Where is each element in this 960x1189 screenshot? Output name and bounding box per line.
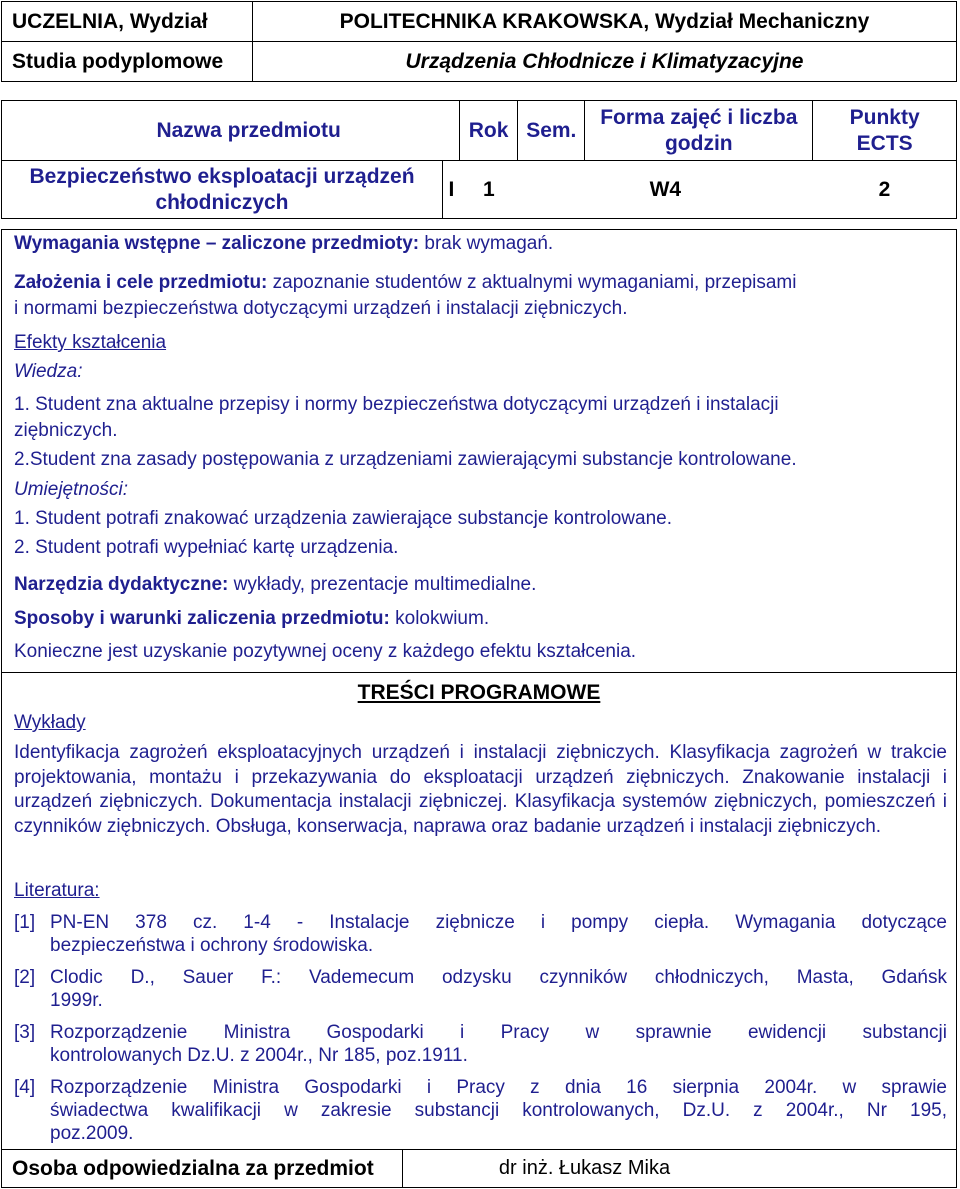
wiedza-item-1-cont: ziębniczych. bbox=[14, 420, 118, 441]
lit-line-3: poz.2009. bbox=[50, 1123, 134, 1144]
lit-num: [4] bbox=[14, 1077, 36, 1098]
zalozenia-text-2: i normami bezpieczeństwa dotyczącymi urządzeń i instalacji ziębniczych. bbox=[14, 298, 628, 319]
col-forma-header: Forma zajęć i liczba godzin bbox=[585, 101, 813, 161]
sposoby-label: Sposoby i warunki zaliczenia przedmiotu: bbox=[14, 608, 390, 629]
lit-line-1: PN-EN 378 cz. 1-4 - Instalacje ziębnicze i pompy ciepła. Wymagania dotyczące bbox=[50, 912, 947, 933]
col-name-header: Nazwa przedmiotu bbox=[2, 101, 460, 161]
lit-line-1: Rozporządzenie Ministra Gospodarki i Pracy z dnia 16 sierpnia 2004r. w sprawie bbox=[50, 1077, 947, 1098]
lit-num: [1] bbox=[14, 912, 36, 933]
zalozenia-text: zapoznanie studentów z aktualnymi wymaganiami, przepisami bbox=[267, 272, 797, 293]
wyklady-heading: Wykłady bbox=[14, 712, 86, 733]
course-rok: I bbox=[443, 161, 460, 219]
wymagania-line bbox=[14, 232, 553, 256]
wymagania-label: Wymagania wstępne – zaliczone przedmioty: bbox=[14, 233, 420, 254]
course-description bbox=[1, 229, 957, 673]
lit-line-2: świadectwa kwalifikacji w zakresie substancji kontrolowanych, Dz.U. z 2004r., Nr 195, bbox=[50, 1100, 947, 1121]
konieczne-text: Konieczne jest uzyskanie pozytywnej oceny z każdego efektu kształcenia. bbox=[14, 641, 637, 662]
wiedza-item-1: 1. Student zna aktualne przepisy i normy bezpieczeństwa dotyczącymi urządzeń i instalacji bbox=[14, 394, 779, 415]
narzedzia-line bbox=[14, 573, 536, 597]
wiedza-heading: Wiedza: bbox=[14, 361, 83, 382]
literatura-heading: Literatura: bbox=[14, 880, 100, 901]
institution-table bbox=[1, 1, 957, 82]
program-content bbox=[1, 673, 957, 1150]
narzedzia-label: Narzędzia dydaktyczne: bbox=[14, 574, 229, 595]
sposoby-line bbox=[14, 607, 489, 631]
col-ects-header: Punkty ECTS bbox=[813, 101, 957, 161]
responsible-person-table bbox=[1, 1149, 957, 1188]
zalozenia-line bbox=[14, 271, 796, 295]
literature-item bbox=[14, 1076, 947, 1145]
sposoby-text: kolokwium. bbox=[389, 608, 490, 629]
narzedzia-text: wykłady, prezentacje multimedialne. bbox=[228, 574, 537, 595]
literature-list bbox=[14, 911, 947, 1145]
wiedza-item-2: 2.Student zna zasady postępowania z urządzeniami zawierającymi substancje kontrolowane. bbox=[14, 449, 797, 470]
studia-label: Studia podyplomowe bbox=[2, 42, 253, 82]
umiejetnosci-item-2: 2. Student potrafi wypełniać kartę urządzenia. bbox=[14, 537, 399, 558]
lit-line-1: Rozporządzenie Ministra Gospodarki i Pracy w sprawnie ewidencji substancji bbox=[50, 1022, 947, 1043]
lit-line-2: kontrolowanych Dz.U. z 2004r., Nr 185, poz.1911. bbox=[50, 1045, 468, 1066]
lit-num: [2] bbox=[14, 967, 36, 988]
uczelnia-value: POLITECHNIKA KRAKOWSKA, Wydział Mechaniczny bbox=[253, 2, 957, 42]
studia-value: Urządzenia Chłodnicze i Klimatyzacyjne bbox=[253, 42, 957, 82]
course-forma: W4 bbox=[518, 161, 813, 219]
course-ects: 2 bbox=[813, 161, 957, 219]
col-sem-header: Sem. bbox=[518, 101, 585, 161]
osoba-value: dr inż. Łukasz Mika bbox=[403, 1150, 957, 1188]
literature-item bbox=[14, 911, 947, 957]
course-table bbox=[1, 100, 957, 219]
wymagania-text: brak wymagań. bbox=[419, 233, 554, 254]
course-name: Bezpieczeństwo eksploatacji urządzeń chłodniczych bbox=[2, 161, 443, 219]
umiejetnosci-item-1: 1. Student potrafi znakować urządzenia zawierające substancje kontrolowane. bbox=[14, 508, 672, 529]
umiejetnosci-heading: Umiejętności: bbox=[14, 479, 129, 500]
zalozenia-label: Założenia i cele przedmiotu: bbox=[14, 272, 268, 293]
osoba-label: Osoba odpowiedzialna za przedmiot bbox=[2, 1150, 403, 1188]
lit-num: [3] bbox=[14, 1022, 36, 1043]
program-title: TREŚCI PROGRAMOWE bbox=[357, 681, 601, 704]
lit-line-2: 1999r. bbox=[50, 990, 103, 1011]
uczelnia-label: UCZELNIA, Wydział bbox=[2, 2, 253, 42]
literature-item bbox=[14, 1021, 947, 1067]
lit-line-2: bezpieczeństwa i ochrony środowiska. bbox=[50, 935, 374, 956]
lit-line-1: Clodic D., Sauer F.: Vademecum odzysku czynników chłodniczych, Masta, Gdańsk bbox=[50, 967, 947, 988]
literature-item bbox=[14, 966, 947, 1012]
wyklady-text: Identyfikacja zagrożeń eksploatacyjnych urządzeń i instalacji ziębniczych. Klasyfikacja zagrożeń w trakcie projektowania, montażu i przekazywania do eksploatacji urządzeń ziębniczych. Znakowanie instalacji i urządzeń ziębniczych. Dokumentacja instalacji ziębniczej. Klasyfikacja systemów ziębniczych, pomieszczeń i czynników ziębniczych. Obsługa, konserwacja, naprawa oraz badanie urządzeń i instalacji ziębniczych. bbox=[14, 742, 947, 837]
course-sem: 1 bbox=[460, 161, 518, 219]
col-rok-header: Rok bbox=[460, 101, 518, 161]
efekty-heading: Efekty kształcenia bbox=[14, 332, 167, 353]
